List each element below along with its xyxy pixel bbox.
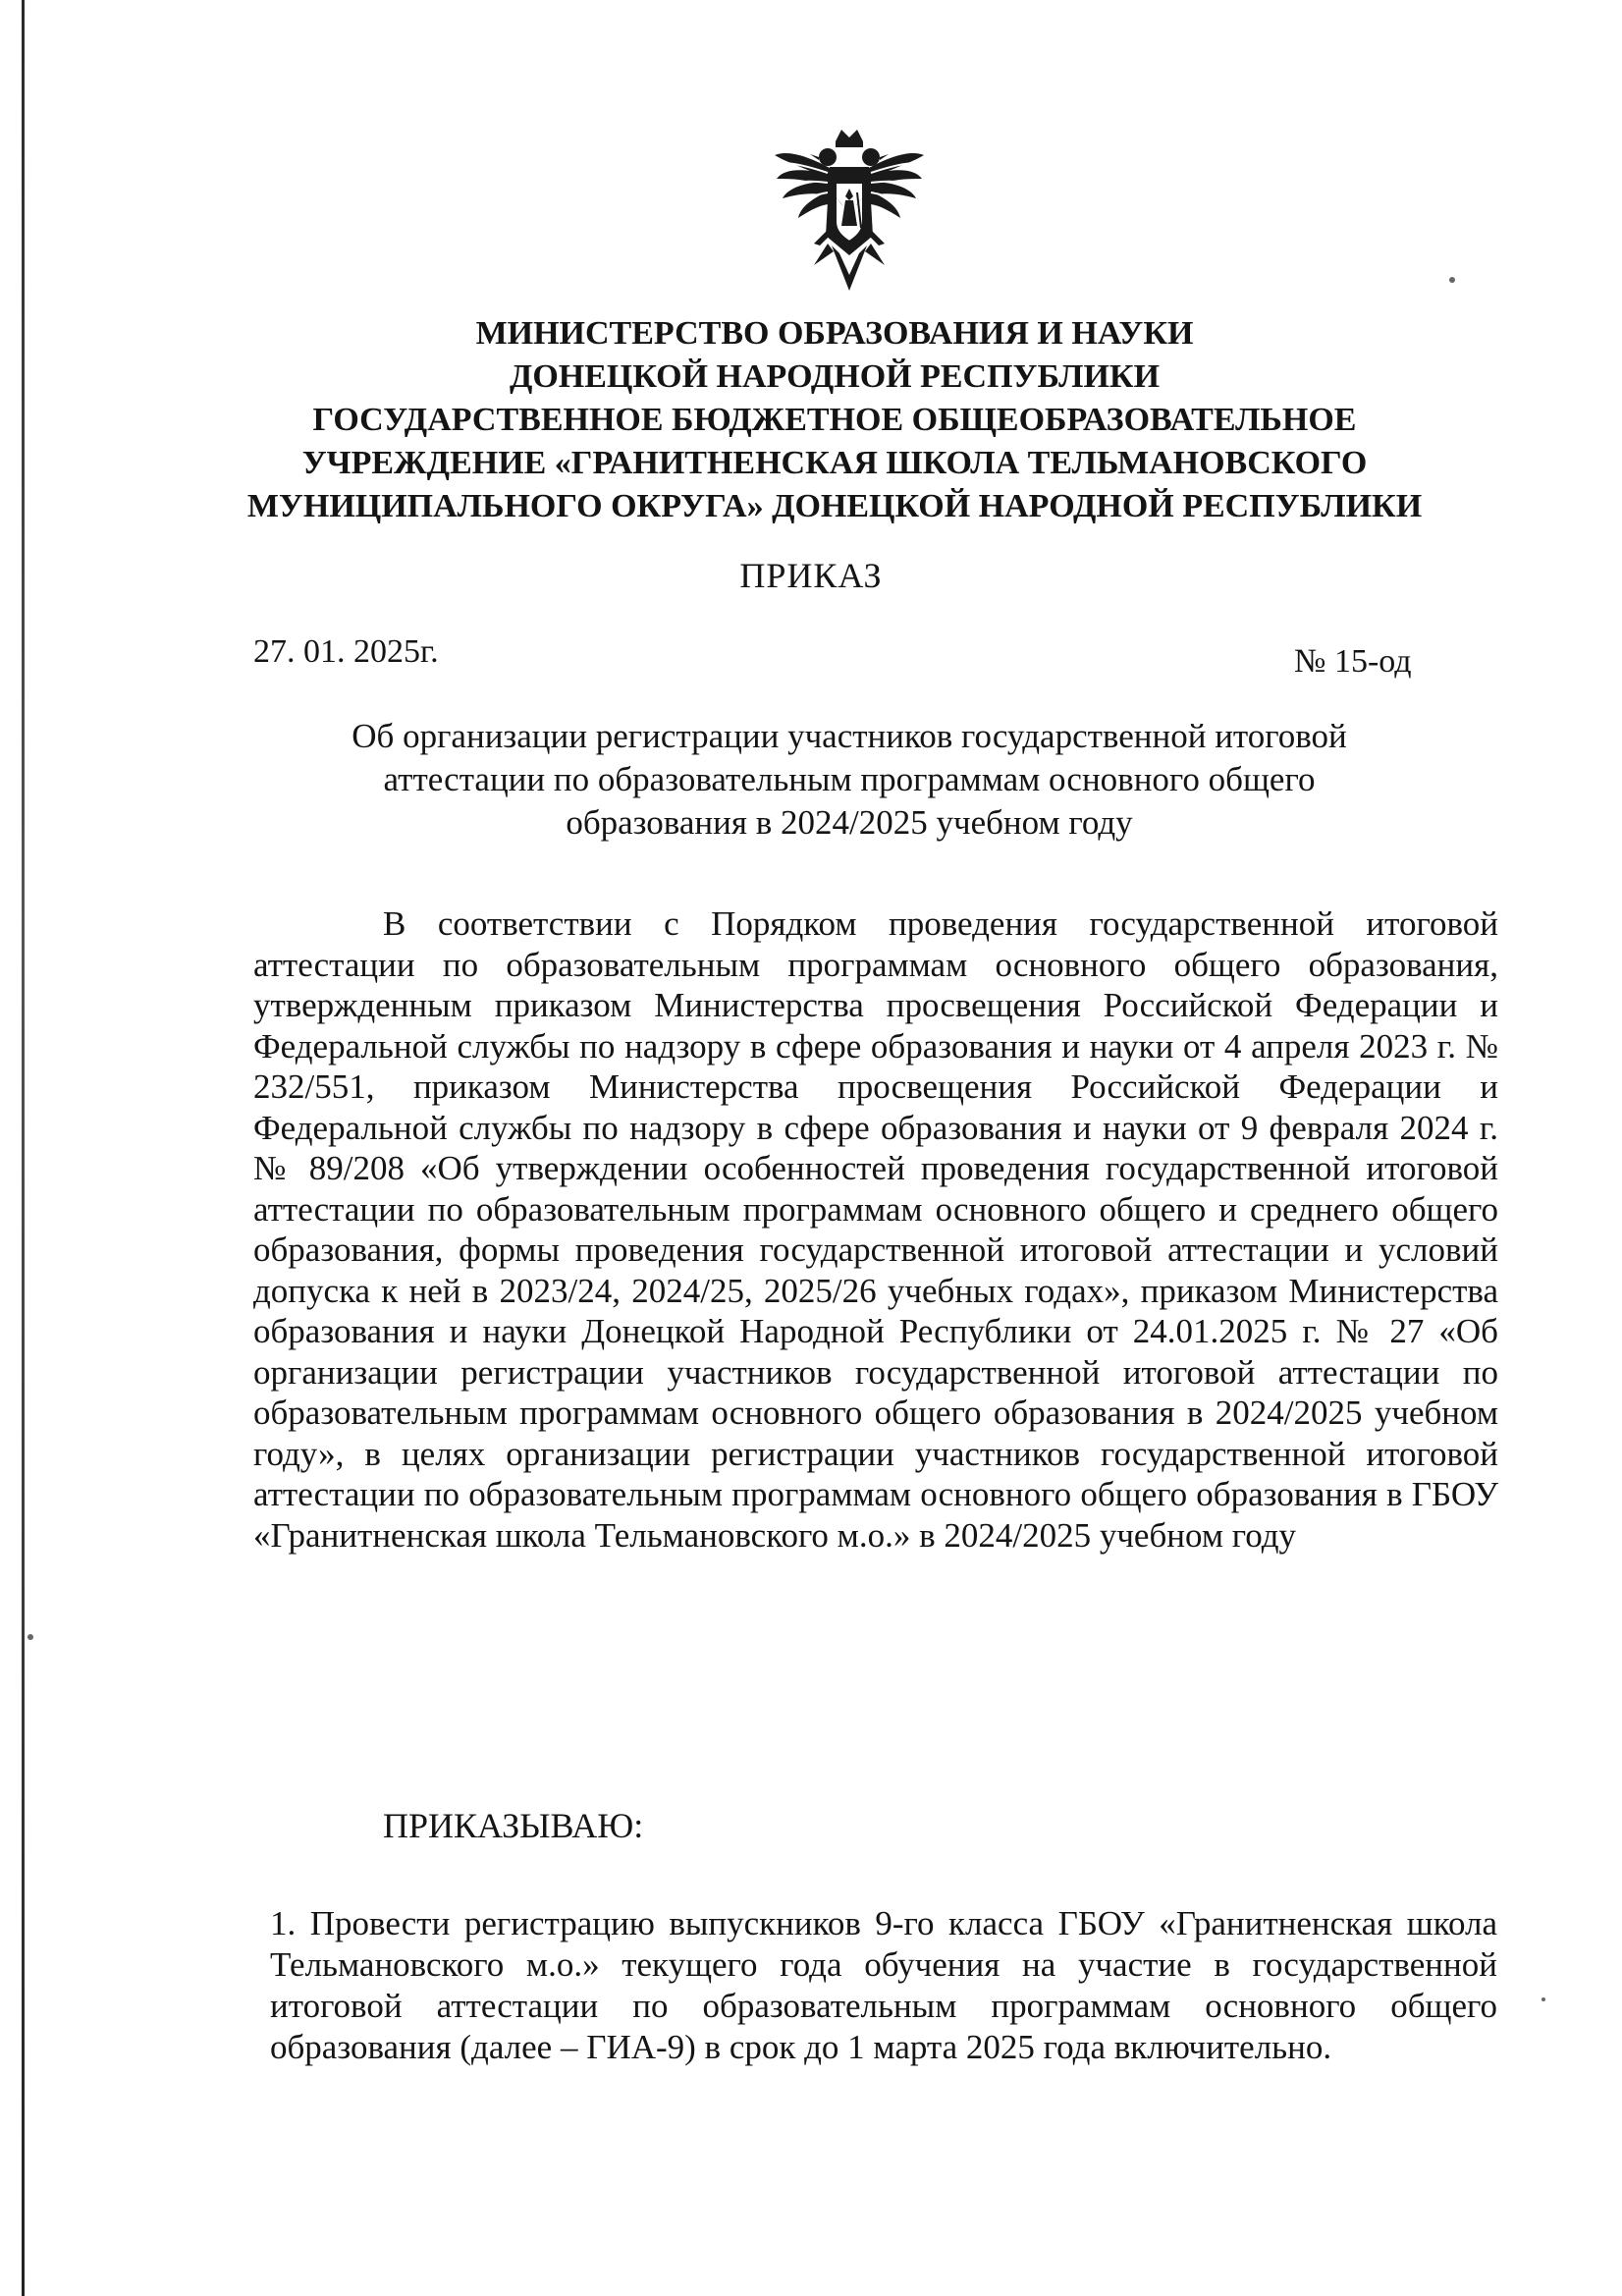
header-line: УЧРЕЖДЕНИЕ «ГРАНИТНЕНСКАЯ ШКОЛА ТЕЛЬМАНОВСКОГО <box>301 445 1368 481</box>
order-directive: ПРИКАЗЫВАЮ: <box>383 1806 644 1845</box>
document-subject <box>245 715 1453 845</box>
subject-line: образования в 2024/2025 учебном году <box>566 803 1133 842</box>
coat-of-arms-emblem <box>771 128 928 295</box>
order-item: 1. Провести регистрацию выпускников 9-го класса ГБОУ «Гранитненская школа Тельмановского м.о.» текущего года обучения на участие в государственной итоговой аттестации по образовательным программам основного общего образования (далее – ГИА-9) в срок до 1 марта 2025 года включительно. <box>270 1904 1497 2066</box>
subject-line: аттестации по образовательным программам основного общего <box>383 760 1316 798</box>
header-line: ДОНЕЦКОЙ НАРОДНОЙ РЕСПУБЛИКИ <box>509 358 1161 395</box>
document-type-title: ПРИКАЗ <box>739 556 883 595</box>
header-line: ГОСУДАРСТВЕННОЕ БЮДЖЕТНОЕ ОБЩЕОБРАЗОВАТЕЛЬНОЕ <box>312 402 1357 438</box>
document-date: 27. 01. 2025г. <box>253 633 439 670</box>
double-headed-eagle-icon <box>771 128 928 295</box>
preamble-paragraph: В соответствии с Порядком проведения государственной итоговой аттестации по образовательным программам основного общего образования, утвержденным приказом Министерства просвещения Российской Федерации и Федеральной службы по надзору в сфере образования и науки от 4 апреля 2023 г. № 232/551, приказом Министерства просвещения Российской Федерации и Федеральной службы по надзору в сфере образования и науки от 9 февраля 2024 г. № 89/208 «Об утверждении особенностей проведения государственной итоговой аттестации по образовательным программам основного общего и среднего общего образования, формы проведения государственной итоговой аттестации и условий допуска к ней в 2023/24, 2024/25, 2025/26 учебных годах», приказом Министерства образования и науки Донецкой Народной Республики от 24.01.2025 г. № 27 «Об организации регистрации участников государственной итоговой аттестации по образовательным программам основного общего образования в 2024/2025 учебном году», в целях организации регистрации участников государственной итоговой аттестации по образовательным программам основного общего образования в ГБОУ «Гранитненская школа Тельмановского м.о.» в 2024/2025 учебном году <box>253 904 1498 1555</box>
header-line: МУНИЦИПАЛЬНОГО ОКРУГА» ДОНЕЦКОЙ НАРОДНОЙ РЕСПУБЛИКИ <box>246 488 1423 524</box>
organization-header <box>196 312 1473 528</box>
header-line: МИНИСТЕРСТВО ОБРАЗОВАНИЯ И НАУКИ <box>475 315 1194 352</box>
scan-speck <box>1541 1997 1545 2001</box>
scan-speck <box>1449 277 1455 283</box>
scan-edge-shadow <box>22 0 25 2296</box>
document-number: № 15-од <box>1294 643 1412 680</box>
order-items-list <box>270 1903 1497 2068</box>
scan-speck <box>27 1634 33 1640</box>
subject-line: Об организации регистрации участников государственной итоговой <box>351 717 1347 755</box>
